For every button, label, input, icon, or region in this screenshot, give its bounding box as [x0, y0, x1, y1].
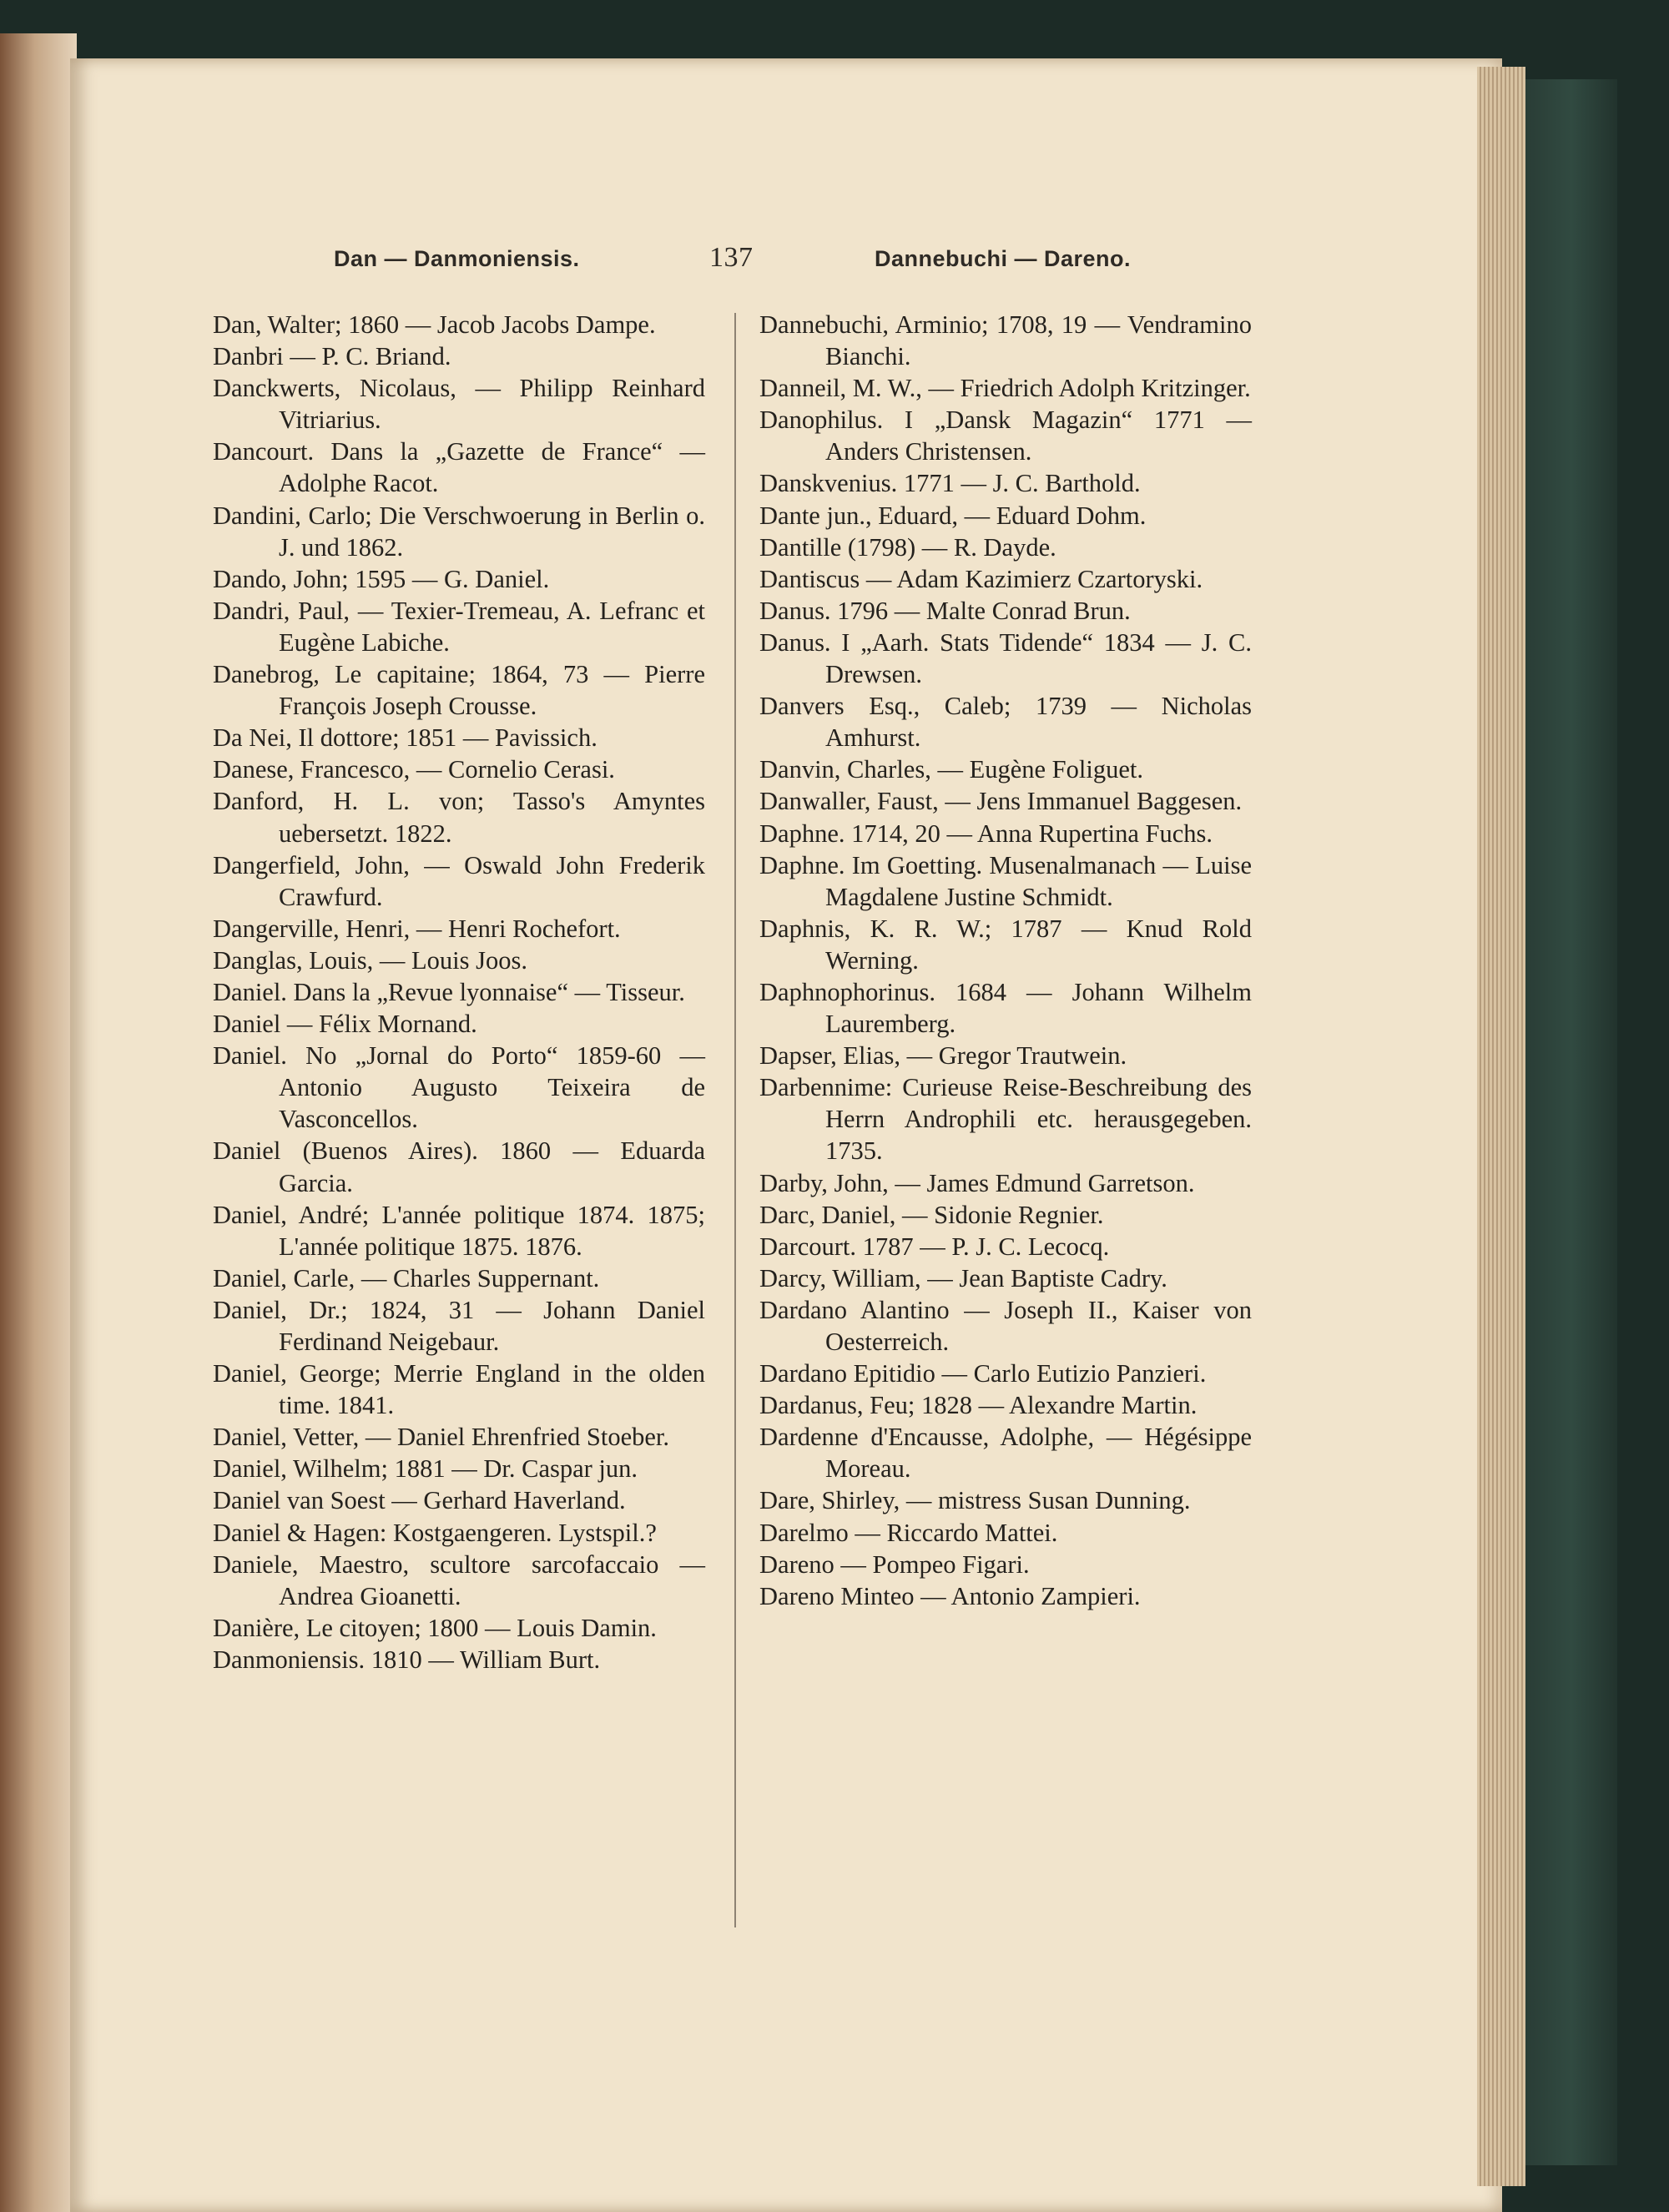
index-entry: Danus. I „Aarh. Stats Tidende“ 1834 — J. C. Drewsen. — [759, 627, 1252, 689]
index-entry: Dando, John; 1595 — G. Daniel. — [213, 564, 550, 593]
running-head-left: Dan — Danmoniensis. — [334, 246, 580, 271]
left-column — [213, 309, 705, 1675]
index-entry: Danbri — P. C. Briand. — [213, 342, 451, 371]
index-entry: Dardano Alantino — Joseph II., Kaiser von Oesterreich. — [759, 1295, 1252, 1356]
index-entry: Daniel & Hagen: Kostgaengeren. Lystspil.? — [213, 1518, 657, 1547]
index-entry: Darbennime: Curieuse Reise-Beschreibung des Herrn Androphili etc. herausgegeben. 1735. — [759, 1073, 1252, 1166]
index-entry: Dangerfield, John, — Oswald John Frederik Crawfurd. — [213, 850, 705, 911]
index-entry: Daniel. Dans la „Revue lyonnaise“ — Tisseur. — [213, 977, 685, 1006]
index-entry: Daniele, Maestro, scultore sarcofaccaio — Andrea Gioanetti. — [213, 1549, 705, 1610]
index-entry: Danskvenius. 1771 — J. C. Barthold. — [759, 469, 1141, 498]
index-entry: Daniel, Vetter, — Daniel Ehrenfried Stoeber. — [213, 1423, 670, 1452]
page-number: 137 — [709, 242, 754, 273]
index-entry: Daniel, Carle, — Charles Suppernant. — [213, 1263, 600, 1292]
index-entry: Dante jun., Eduard, — Eduard Dohm. — [759, 501, 1147, 530]
index-entry: Dardanus, Feu; 1828 — Alexandre Martin. — [759, 1391, 1198, 1420]
index-entry: Dantiscus — Adam Kazimierz Czartoryski. — [759, 564, 1203, 593]
index-entry: Darby, John, — James Edmund Garretson. — [759, 1168, 1195, 1197]
index-entry: Daniel, George; Merrie England in the olden time. 1841. — [213, 1359, 705, 1420]
index-entry: Da Nei, Il dottore; 1851 — Pavissich. — [213, 723, 598, 753]
index-entry: Daniel — Félix Mornand. — [213, 1010, 477, 1039]
index-entry: Dancourt. Dans la „Gazette de France“ — Adolphe Racot. — [213, 437, 705, 498]
index-entry: Dardenne d'Encausse, Adolphe, — Hégésippe Moreau. — [759, 1423, 1252, 1484]
index-entry: Daphne. Im Goetting. Musenalmanach — Luise Magdalene Justine Schmidt. — [759, 850, 1252, 911]
index-entry: Dare, Shirley, — mistress Susan Dunning. — [759, 1486, 1191, 1515]
index-entry: Daphne. 1714, 20 — Anna Rupertina Fuchs. — [759, 819, 1213, 848]
index-entry: Darelmo — Riccardo Mattei. — [759, 1518, 1058, 1547]
index-entry: Danus. 1796 — Malte Conrad Brun. — [759, 596, 1131, 625]
book-cover-edge — [1525, 79, 1617, 2165]
index-entry: Danckwerts, Nicolaus, — Philipp Reinhard Vitriarius. — [213, 374, 705, 435]
index-entry: Danmoniensis. 1810 — William Burt. — [213, 1645, 601, 1674]
index-entry: Darcy, William, — Jean Baptiste Cadry. — [759, 1263, 1167, 1292]
column-divider — [734, 313, 736, 1927]
index-entry: Daniel. No „Jornal do Porto“ 1859-60 — Antonio Augusto Teixeira de Vasconcellos. — [213, 1041, 705, 1134]
index-entry: Dandri, Paul, — Texier-Tremeau, A. Lefranc et Eugène Labiche. — [213, 596, 705, 657]
index-entry: Darcourt. 1787 — P. J. C. Lecocq. — [759, 1232, 1110, 1261]
index-entry: Dardano Epitidio — Carlo Eutizio Panzieri. — [759, 1359, 1207, 1388]
page-edges — [1477, 67, 1525, 2186]
index-entry: Dan, Walter; 1860 — Jacob Jacobs Dampe. — [213, 310, 656, 339]
index-entry: Dareno — Pompeo Figari. — [759, 1549, 1030, 1579]
index-entry: Danvin, Charles, — Eugène Foliguet. — [759, 755, 1143, 784]
index-entry: Dareno Minteo — Antonio Zampieri. — [759, 1581, 1141, 1610]
index-entry: Daniel (Buenos Aires). 1860 — Eduarda Garcia. — [213, 1136, 705, 1197]
index-entry: Dantille (1798) — R. Dayde. — [759, 532, 1056, 562]
index-entry: Dannebuchi, Arminio; 1708, 19 — Vendramino Bianchi. — [759, 310, 1252, 371]
index-entry: Danebrog, Le capitaine; 1864, 73 — Pierre François Joseph Crousse. — [213, 660, 705, 721]
index-entry: Danese, Francesco, — Cornelio Cerasi. — [213, 755, 615, 784]
index-entry: Danwaller, Faust, — Jens Immanuel Baggesen. — [759, 787, 1243, 816]
index-entry: Daphnis, K. R. W.; 1787 — Knud Rold Werning. — [759, 914, 1252, 975]
index-entry: Danneil, M. W., — Friedrich Adolph Kritzinger. — [759, 374, 1251, 403]
running-head-right: Dannebuchi — Dareno. — [875, 246, 1132, 271]
index-entry: Danford, H. L. von; Tasso's Amyntes uebersetzt. 1822. — [213, 787, 705, 848]
index-entry: Daniel, Wilhelm; 1881 — Dr. Caspar jun. — [213, 1454, 638, 1484]
index-entry: Daniel, Dr.; 1824, 31 — Johann Daniel Ferdinand Neigebaur. — [213, 1295, 705, 1356]
index-entry: Danglas, Louis, — Louis Joos. — [213, 945, 528, 975]
index-entry: Daniel van Soest — Gerhard Haverland. — [213, 1486, 626, 1515]
index-entry: Danière, Le citoyen; 1800 — Louis Damin. — [213, 1613, 657, 1642]
previous-page-sliver — [0, 33, 77, 2212]
right-column — [759, 309, 1252, 1612]
index-entry: Dapser, Elias, — Gregor Trautwein. — [759, 1041, 1127, 1071]
index-entry: Dangerville, Henri, — Henri Rochefort. — [213, 914, 621, 943]
index-entry: Darc, Daniel, — Sidonie Regnier. — [759, 1200, 1104, 1229]
index-entry: Dandini, Carlo; Die Verschwoerung in Berlin o. J. und 1862. — [213, 501, 705, 562]
index-entry: Daniel, André; L'année politique 1874. 1875; L'année politique 1875. 1876. — [213, 1200, 705, 1261]
index-entry: Danvers Esq., Caleb; 1739 — Nicholas Amhurst. — [759, 692, 1252, 753]
index-entry: Danophilus. I „Dansk Magazin“ 1771 — Anders Christensen. — [759, 406, 1252, 466]
index-entry: Daphnophorinus. 1684 — Johann Wilhelm Lauremberg. — [759, 977, 1252, 1039]
